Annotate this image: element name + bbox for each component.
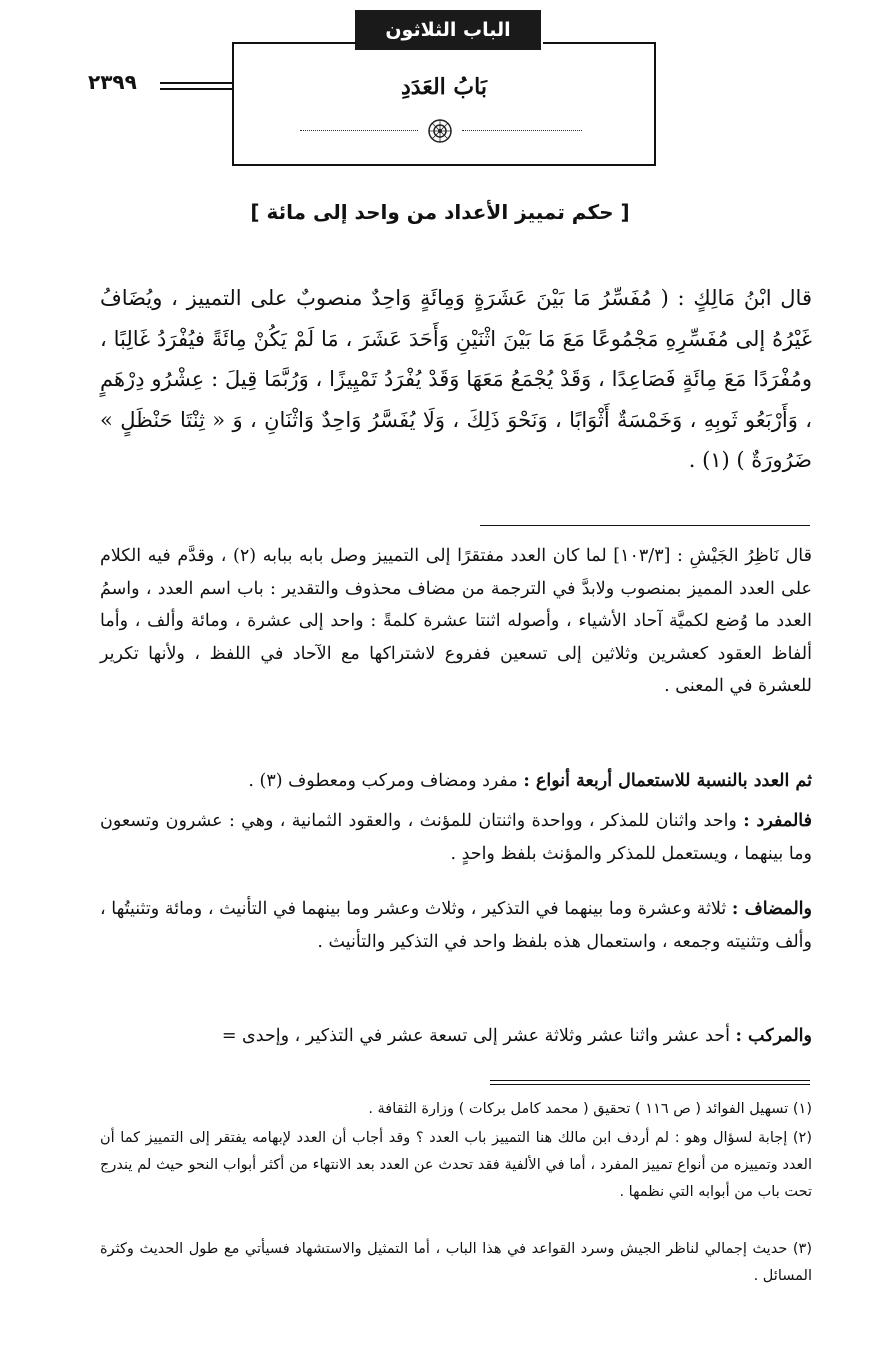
ornament-line-left xyxy=(300,130,418,132)
nazir-al-jaysh-commentary: قال نَاظِرُ الجَيْشِ : [١٠٣/٣] لما كان العدد مفتقرًا إلى التمييز وصل بابه ببابه (٢) ، وقدَّم فيه الكلام على العدد المميز بمنصوب ولابدَّ في الترجمة من مضاف محذوف والتقدير : باب اسم العدد ، واسمُ العدد ما وُضع لكميَّة آحاد الأشياء ، وأصوله اثنتا عشرة كلمةً : واحد إلى عشرة ، ومائة وألف ، وأما ألفاظ العقود كعشرين وثلاثين إلى تسعين ففروع لاشتراكها مع الآحاد في اللفظ ، ولأنها تكرير للعشرة في المعنى . xyxy=(100,546,812,696)
page-number-rule xyxy=(160,82,232,90)
singular-paragraph xyxy=(100,805,812,870)
section-heading: [ حكم تمييز الأعداد من واحد إلى مائة ] xyxy=(250,200,630,224)
number-types-paragraph xyxy=(100,765,812,798)
compound-lead: والمركب : xyxy=(735,1026,812,1046)
number-types-text: مفرد ومضاف ومركب ومعطوف (٣) . xyxy=(248,771,524,791)
footnote-3: (٣) حديث إجمالي لناظر الجيش وسرد القواعد في هذا الباب ، أما التمثيل والاستشهاد فسيأتي مع طول الحديث وكثرة المسائل . xyxy=(100,1241,812,1284)
construct-lead: والمضاف : xyxy=(731,899,812,919)
flower-ornament-icon xyxy=(427,118,453,144)
singular-lead: فالمفرد : xyxy=(743,811,812,831)
section-title: بَابُ العَدَدِ xyxy=(401,74,487,100)
page-number: ٢٣٩٩ xyxy=(88,70,137,94)
construct-text: ثلاثة وعشرة وما بينهما في التذكير ، وثلاث وعشر وما بينهما في التأنيث ، ومائة وتثنيتُها ، وألف وتثنيته وجمعه ، واستعمال هذه بلفظ واحد في التذكير والتأنيث . xyxy=(100,899,812,952)
ibn-malik-quote: قال ابْنُ مَالِكٍ : ( مُفَسِّرُ مَا بَيْنَ عَشَرَةٍ وَمِائَةٍ وَاحِدٌ منصوبٌ على التمييز ، ويُضَافُ غَيْرُهُ إلى مُفَسِّرِهِ مَجْمُوعًا مَعَ مَا بَيْنَ اثْنَيْنِ وَأَحَدَ عَشَرَ ، مَا لَمْ يَكُنْ مِائَةً فيُفْرَدُ غَالِبًا ، ومُفْرَدًا مَعَ مِائَةٍ فَصَاعِدًا ، وَقَدْ يُجْمَعُ مَعَهَا وَقَدْ يُفْرَدُ تَمْيِيزًا ، وَرُبَّمَا قِيلَ : عِشْرُو دِرْهَمٍ ، وَأَرْبَعُو ثَوبِهِ ، وَخَمْسَةٌ أَثْوَابًا ، وَنَحْوَ ذَلِكَ ، وَلَا يُفَسَّرُ وَاحِدٌ وَاثْنَانِ ، وَ « ثِنْتَا حَنْظَلٍ » ضَرُورَةٌ ) (١) . xyxy=(100,286,812,472)
chapter-title-tab: الباب الثلاثون xyxy=(355,10,541,50)
ornament-line-right xyxy=(462,130,582,132)
compound-text: أحد عشر واثنا عشر وثلاثة عشر إلى تسعة عشر في التذكير ، وإحدى = xyxy=(221,1026,736,1046)
singular-text: واحد واثنان للمذكر ، وواحدة واثنتان للمؤنث ، والعقود الثمانية ، وهي : عشرون وتسعون وما بينهما ، ويستعمل للمذكر والمؤنث بلفظ واحدٍ . xyxy=(100,811,812,864)
number-types-lead: ثم العدد بالنسبة للاستعمال أربعة أنواع : xyxy=(523,771,812,791)
footnote-1: (١) تسهيل الفوائد ( ص ١١٦ ) تحقيق ( محمد كامل بركات ) وزارة الثقافة . xyxy=(368,1101,812,1117)
construct-paragraph xyxy=(100,893,812,958)
header-frame xyxy=(232,42,656,166)
quote-separator xyxy=(480,525,810,526)
compound-paragraph xyxy=(70,1020,812,1053)
footnote-separator xyxy=(490,1080,810,1085)
footnote-2: (٢) إجابة لسؤال وهو : لم أردف ابن مالك هنا التمييز باب العدد ؟ وقد أجاب أن العدد لإبهامه يفتقر إلى التمييز كما أن العدد وتمييزه من أنواع تمييز المفرد ، أما في الألفية فقد تحدث عن العدد بعد الانتهاء من أكثر أبواب النحو حيث لم يندرج تحت باب من أبوابه التي نظمها . xyxy=(100,1130,812,1200)
